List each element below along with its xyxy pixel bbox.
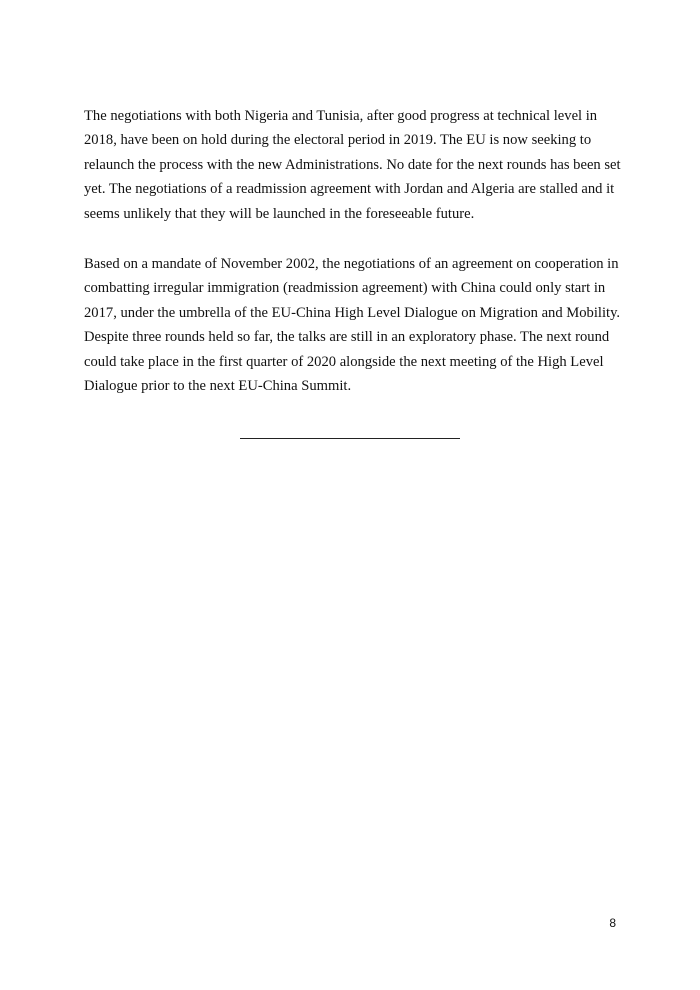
paragraph-readmission-negotiations: The negotiations with both Nigeria and Tunisia, after good progress at technical level in 2018, have been on hold during the electoral period in 2019. The EU is now seeking to relaunch the process with the new Administrations. No date for the next rounds has been set yet. The negotiations of a readmission agreement with Jordan and Algeria are stalled and it seems unlikely that they will be launched in the foreseeable future. [84,108,621,222]
page-number: 8 [609,916,616,930]
end-of-section-rule [240,438,460,439]
paragraph-china-agreement: Based on a mandate of November 2002, the negotiations of an agreement on cooperation in combatting irregular immigration (readmission agreement) with China could only start in 2017, under the umbrella of the EU-China High Level Dialogue on Migration and Mobility. Despite three rounds held so far, the talks are still in an exploratory phase. The next round could take place in the first quarter of 2020 alongside the next meeting of the High Level Dialogue prior to the next EU-China Summit. [84,256,621,395]
